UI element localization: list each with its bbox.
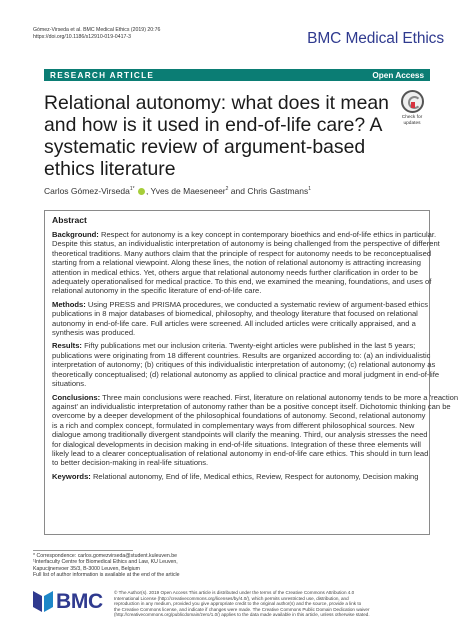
- author-name: and Chris Gastmans: [228, 186, 309, 196]
- correspondence-email[interactable]: * Correspondence: carlos.gomezvirseda@student.kuleuven.be: [33, 553, 177, 559]
- check-for-updates-badge[interactable]: [393, 90, 431, 130]
- title-line: Relational autonomy: what does it mean: [44, 92, 389, 114]
- bmc-logo-icon: [33, 591, 53, 613]
- author-name: Carlos Gómez-Virseda: [44, 186, 130, 196]
- author-list: [44, 186, 311, 196]
- section-label: Results:: [52, 341, 82, 351]
- article-type-label: RESEARCH ARTICLE: [50, 70, 155, 80]
- check-updates-icon: [401, 90, 424, 113]
- citation-line: Gómez-Virseda et al. BMC Medical Ethics (2019) 20:76: [33, 27, 161, 33]
- check-updates-label: Check for updates: [401, 115, 423, 126]
- bmc-logo-text: BMC: [56, 590, 103, 613]
- abstract-conclusions: Conclusions: Three main conclusions were reached. First, literature on relational autonomy tends to be more a 'reaction against' an individualistic interpretation of autonomy rather than be a positive concept itself. Dichotomic thinking can be overcome by a deeper development of the philosophical foundations of autonomy. Second, relational autonomy is a rich and complex concept, formulated in complementary ways from different philosophical sources. New dialogue among traditionally divergent standpoints will clarify the meaning. Third, our analysis stresses the need for dialogical developments in decision making in end-of-life situations. Integration of these three elements will likely lead to a clearer conceptualisation of relational autonomy in end-of-life care ethics. This should in turn lead to better decision-making in real-life situations.: [52, 392, 459, 468]
- section-label: Conclusions:: [52, 392, 101, 402]
- title-line: and how is it used in end-of-life care? A: [44, 114, 383, 136]
- abstract-results: Results: Fifty publications met our inclusion criteria. Twenty-eight articles were published in the last 5 years; publications were originating from 18 different countries. Results are organized according to: (a) an individualistic interpretation of autonomy; (b) critiques of this individualistic interpretation of autonomy; (c) relational autonomy as theoretically conceptualised; (d) relational autonomy as applied to clinical practice and moral judgment in end-of-life situations.: [52, 341, 440, 389]
- author-affiliation-sup: 2: [225, 186, 229, 193]
- author-affiliation-sup: 1: [308, 186, 312, 193]
- orcid-icon[interactable]: [138, 188, 145, 195]
- footnote-divider: [33, 550, 133, 551]
- abstract-keywords: Keywords: Relational autonomy, End of life, Medical ethics, Review, Respect for autonomy, Decision making: [52, 471, 419, 481]
- author-name: , Yves de Maeseneer: [145, 186, 226, 196]
- correspondence-footnote: * Correspondence: carlos.gomezvirseda@student.kuleuven.be ¹Interfaculty Centre for Biomedical Ethics and Law, KU Leuven, Kapucijnenvoer 35/3, B-3000 Leuven, Belgium Full list of author information is available at the end of the article: [33, 553, 180, 579]
- article-type-banner: [44, 69, 430, 81]
- abstract-box: [44, 210, 459, 535]
- article-title: [44, 92, 389, 180]
- section-label: Keywords:: [52, 471, 91, 481]
- open-access-label: Open Access: [372, 70, 424, 80]
- title-line: ethics literature: [44, 158, 176, 180]
- journal-name: BMC Medical Ethics: [307, 30, 444, 47]
- doi-link[interactable]: https://doi.org/10.1186/s12910-019-0417-3: [33, 33, 131, 40]
- citation-header: [33, 27, 160, 40]
- abstract-background: Background: Respect for autonomy is a key concept in contemporary bioethics and end-of-life ethics in particular. Despite this status, an individualistic interpretation of autonomy is being challenged from the perspective of different theoretical traditions. Many authors claim that the principle of respect for autonomy needs to be reconceptualised starting from a relational viewpoint. Along these lines, the notion of relational autonomy is attracting increasing attention in medical ethics. Yet, others argue that relational autonomy needs further clarification in order to be adequately operationalised for medical practice. To this end, we examined the meaning, foundations, and uses of relational autonomy in the specific literature of end-of-life care.: [52, 230, 440, 296]
- abstract-methods: Methods: Using PRESS and PRISMA procedures, we conducted a systematic review of argument-based ethics publications in 8 major databases of biomedical, philosophy, and theology literature that focused on relational autonomy in end-of-life care. Full articles were screened. All included articles were critically appraised, and a synthesis was produced.: [52, 299, 429, 338]
- license-statement: © The Author(s). 2019 Open Access This article is distributed under the terms of the Creative Commons Attribution 4.0 International License (http://creativecommons.org/licenses/by/4.0/), which permits unrestricted use, distribution, and reproduction in any medium, provided you give appropriate credit to the original author(s) and the source, provide a link to the Creative Commons license, and indicate if changes were made. The Creative Commons Public Domain Dedication waiver (http://creativecommons.org/publicdomain/zero/1.0/) applies to the data made available in this article, unless otherwise stated.: [114, 590, 370, 618]
- title-line: systematic review of argument-based: [44, 136, 366, 158]
- author-affiliation-sup: 1*: [129, 186, 135, 193]
- abstract-heading: Abstract: [52, 215, 87, 225]
- section-label: Background:: [52, 230, 99, 239]
- section-label: Methods:: [52, 299, 86, 309]
- bmc-logo: [33, 590, 103, 614]
